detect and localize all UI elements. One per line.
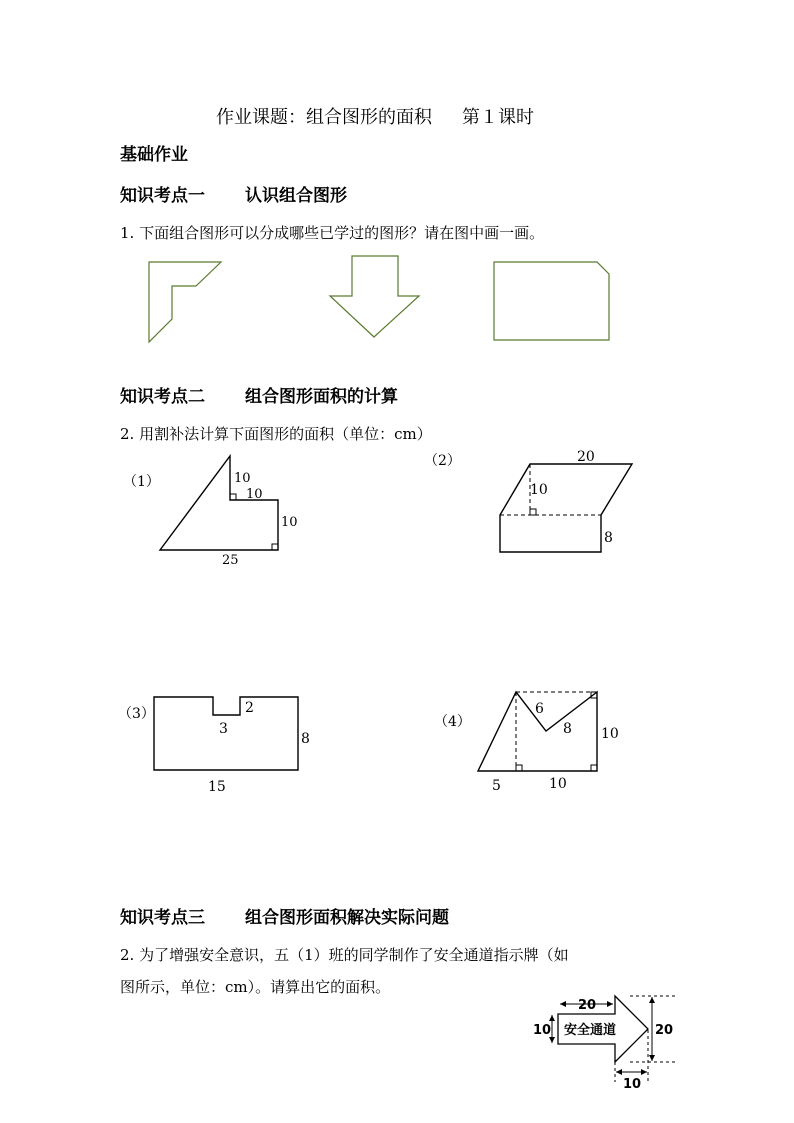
point2-label: 知识考点二	[120, 387, 205, 407]
point3-label: 知识考点三	[120, 908, 205, 928]
right-angle-mark	[272, 544, 278, 550]
arrowhead	[560, 1001, 566, 1007]
q1-shapes	[149, 256, 609, 342]
figure-3-label-notch-h: 2	[245, 700, 254, 716]
title-period: 第１课时	[462, 107, 534, 128]
arrowhead	[649, 997, 655, 1003]
figure-2-tag: （2）	[424, 453, 461, 469]
question-2: 2. 用割补法计算下面图形的面积（单位：cm）	[120, 425, 432, 443]
figure-2-label-side: 8	[604, 530, 613, 546]
arrowhead	[607, 1001, 613, 1007]
arrowhead	[641, 1069, 647, 1075]
figure-4-label-height: 10	[601, 726, 619, 742]
figure-1-label-c: 10	[281, 515, 298, 530]
figure-4-label-a: 6	[535, 701, 544, 717]
point1-topic: 认识组合图形	[245, 186, 347, 206]
figure-4-label-right: 10	[549, 776, 567, 792]
figure-1-label-d: 25	[222, 553, 239, 568]
point1-label: 知识考点一	[120, 186, 205, 206]
arrowhead	[549, 1015, 555, 1021]
figure-3-label-width: 15	[208, 779, 226, 795]
right-angle-mark	[530, 509, 536, 515]
figure-4-label-left: 5	[492, 778, 501, 794]
right-angle-mark	[591, 765, 597, 771]
right-angle-mark	[230, 494, 236, 500]
safety-sign-dim-right: 20	[655, 1023, 674, 1038]
arrowhead	[649, 1055, 655, 1061]
figure-4-tag: （4）	[434, 714, 471, 730]
safety-sign	[549, 996, 676, 1082]
figure-3-label-height: 8	[301, 731, 310, 747]
cut-rectangle-shape	[494, 262, 609, 340]
figure-4-label-b: 8	[563, 721, 572, 737]
section-basic: 基础作业	[120, 145, 188, 165]
safety-sign-dim-left: 10	[533, 1023, 552, 1038]
figure-1-tag: （1）	[123, 474, 160, 490]
figure-2-label-top: 20	[577, 449, 595, 465]
safety-sign-text: 安全通道	[564, 1023, 617, 1038]
title-main: 作业课题：组合图形的面积	[216, 107, 432, 128]
figure-3-tag: （3）	[118, 706, 155, 722]
l-shape	[149, 262, 221, 342]
point2-topic: 组合图形面积的计算	[245, 387, 398, 407]
question-1: 1. 下面组合图形可以分成哪些已学过的图形？请在图中画一画。	[120, 224, 545, 242]
down-arrow-shape	[330, 256, 419, 337]
figure-2-label-height: 10	[530, 482, 548, 498]
safety-sign-dim-top: 20	[578, 998, 597, 1013]
point3-topic: 组合图形面积解决实际问题	[245, 908, 449, 928]
figure-1-label-a: 10	[234, 471, 251, 486]
arrowhead	[616, 1069, 622, 1075]
figure-3-label-notch-w: 3	[219, 721, 228, 737]
question-3-line2: 图所示，单位：cm）。请算出它的面积。	[120, 978, 391, 996]
figure-1	[160, 456, 278, 550]
figure-1-label-b: 10	[246, 487, 263, 502]
safety-sign-dim-bottom: 10	[623, 1077, 642, 1092]
figure-1-outline	[160, 456, 278, 550]
right-angle-mark	[516, 765, 522, 771]
question-3-line1: 2. 为了增强安全意识，五（1）班的同学制作了安全通道指示牌（如	[120, 946, 569, 964]
